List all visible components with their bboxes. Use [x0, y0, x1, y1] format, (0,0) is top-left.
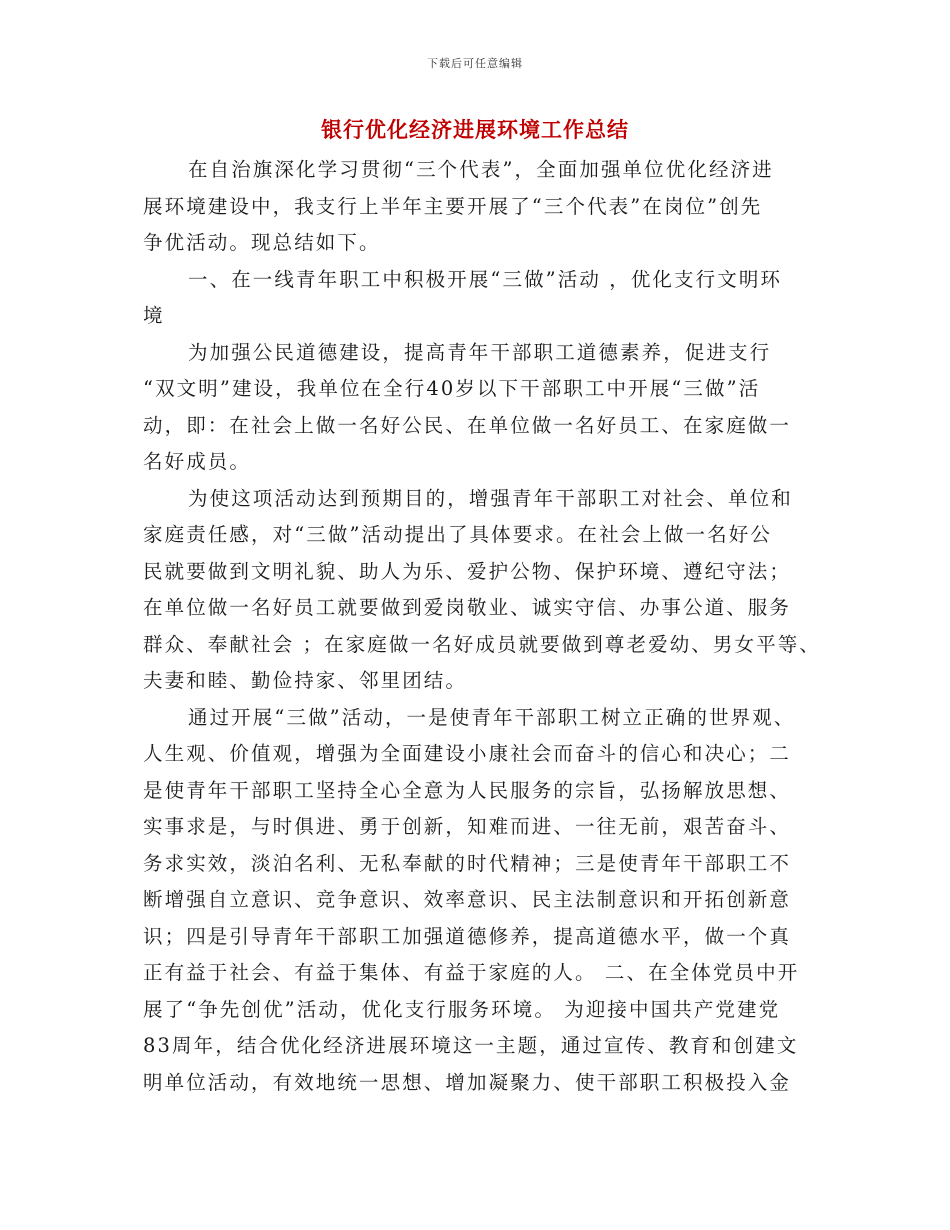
text-line: 为使这项活动达到预期目的，增强青年干部职工对社会、单位和 [188, 486, 793, 510]
text-line: 83周年，结合优化经济进展环境这一主题，通过宣传、教育和创建文 [143, 1034, 799, 1057]
paragraph [143, 262, 823, 335]
document-title: 银行优化经济进展环境工作总结 [321, 118, 629, 142]
text-line: 家庭责任感，对“三做”活动提出了具体要求。在社会上做一名好公 [143, 523, 772, 546]
text-line: 一、在一线青年职工中积极开展“三做”活动 ，优化支行文明环 [188, 267, 783, 291]
text-line: 动，即：在社会上做一名好公民、在单位做一名好员工、在家庭做一 [143, 413, 792, 437]
text-line: 正有益于社会、有益于集体、有益于家庭的人。 二、在全体党员中开 [143, 961, 800, 984]
text-line: 争优活动。现总结如下。 [143, 231, 381, 254]
text-line: 在自治旗深化学习贯彻“三个代表”，全面加强单位优化经济进 [188, 158, 774, 181]
text-line: 断增强自立意识、竞争意识、效率意识、民主法制意识和开拓创新意 [143, 888, 792, 911]
text-line: 在单位做一名好员工就要做到爱岗敬业、诚实守信、办事公道、服务 [143, 596, 792, 619]
text-line: 是使青年干部职工坚持全心全意为人民服务的宗旨，弘扬解放思想、 [143, 778, 792, 802]
paragraph [143, 335, 823, 481]
text-line: 明单位活动，有效地统一思想、增加凝聚力、使干部职工积极投入金 [143, 1070, 792, 1094]
text-line: 展环境建设中，我支行上半年主要开展了“三个代表”在岗位”创先 [143, 194, 763, 218]
text-line: 境 [143, 304, 165, 327]
document-body [143, 152, 823, 1101]
text-line: 实事求是，与时俱进、勇于创新，知难而进、一往无前，艰苦奋斗、 [143, 815, 792, 838]
text-line: 人生观、价值观，增强为全面建设小康社会而奋斗的信心和决心；二 [143, 742, 792, 765]
text-line: 民就要做到文明礼貌、助人为乐、爱护公物、保护环境、遵纪守法； [143, 559, 792, 583]
text-line: 通过开展“三做”活动，一是使青年干部职工树立正确的世界观、 [188, 705, 796, 729]
text-line: 展了“争先创优”活动，优化支行服务环境。 为迎接中国共产党建党 [143, 997, 781, 1021]
text-line: 夫妻和睦、勤俭持家、邻里团结。 [143, 669, 468, 692]
text-line: 务求实效，淡泊名利、无私奉献的时代精神；三是使青年干部职工不 [143, 851, 792, 875]
text-line: 识；四是引导青年干部职工加强道德修养，提高道德水平，做一个真 [143, 924, 792, 948]
text-line: 群众、奉献社会 ；在家庭做一名好成员就要做到尊老爱幼、男女平等、 [143, 632, 821, 656]
paragraph [143, 481, 823, 700]
text-line: 为加强公民道德建设，提高青年干部职工道德素养，促进支行 [188, 340, 772, 364]
text-line: 名好成员。 [143, 450, 252, 473]
paragraph [143, 152, 823, 262]
paragraph [143, 700, 823, 1102]
header-note: 下载后可任意编辑 [427, 57, 523, 70]
text-line: “双文明”建设，我单位在全行40岁以下干部职工中开展“三做”活 [143, 377, 761, 400]
